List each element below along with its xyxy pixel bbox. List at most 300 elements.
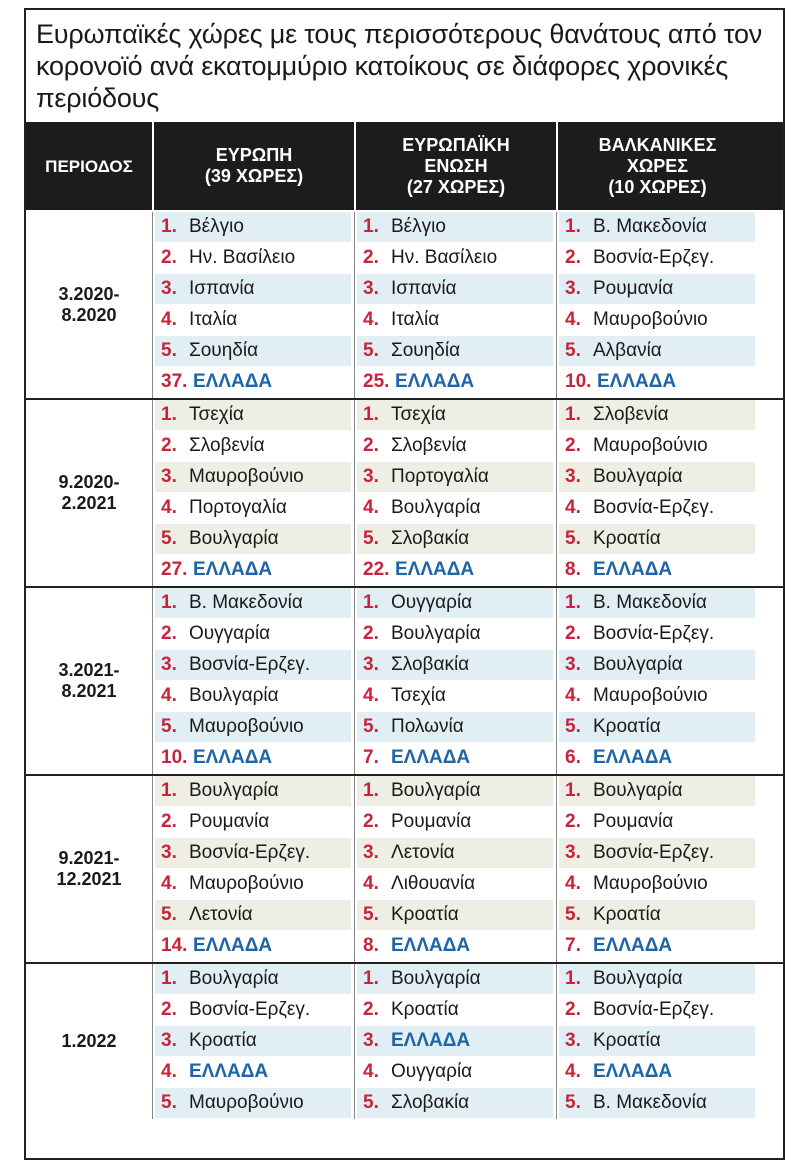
country-name: Βουλγαρία (189, 685, 279, 706)
table-row (357, 588, 553, 619)
rank-number: 3. (565, 842, 581, 863)
country-name: Σλοβενία (391, 435, 467, 456)
table-row (559, 776, 755, 807)
country-name: Β. Μακεδονία (593, 592, 707, 613)
greece-entry: ΕΛΛΑΔΑ (193, 747, 273, 768)
country-name: Βοσνία-Ερζεγ. (593, 842, 715, 863)
rank-number: 5. (565, 716, 581, 737)
table-row (357, 995, 553, 1026)
country-name: Πολωνία (391, 716, 464, 737)
table-row (357, 712, 553, 743)
period-block (26, 774, 783, 962)
table-row (559, 367, 755, 398)
rank-number: 7. (363, 747, 379, 768)
table-row (357, 900, 553, 931)
country-name: Ρουμανία (593, 811, 674, 832)
country-name: Τσεχία (189, 404, 244, 425)
country-name: Μαυροβούνιο (593, 873, 708, 894)
greece-entry: ΕΛΛΑΔΑ (593, 1061, 673, 1082)
rank-number: 10. (565, 371, 592, 392)
rank-number: 3. (161, 278, 177, 299)
table-row (559, 1026, 755, 1057)
rank-number: 4. (565, 685, 581, 706)
table-row (357, 619, 553, 650)
table-row (559, 964, 755, 995)
country-name: Αλβανία (593, 340, 662, 361)
rank-number: 5. (565, 528, 581, 549)
table-row (155, 431, 351, 462)
header-eu: ΕΥΡΩΠΑΪΚΗ ΕΝΩΣΗ (27 ΧΩΡΕΣ) (354, 122, 556, 210)
country-name: Σουηδία (189, 340, 259, 361)
rank-number: 5. (161, 340, 177, 361)
table-row (357, 400, 553, 431)
rank-number: 4. (161, 685, 177, 706)
country-name: Β. Μακεδονία (189, 592, 303, 613)
table-row (155, 274, 351, 305)
rank-number: 2. (565, 811, 581, 832)
country-name: Βοσνία-Ερζεγ. (593, 247, 715, 268)
rank-number: 1. (565, 780, 581, 801)
country-name: Κροατία (593, 904, 661, 925)
column-divider (354, 776, 355, 962)
rank-number: 1. (161, 592, 177, 613)
table-row (357, 1057, 553, 1088)
period-block (26, 962, 783, 1119)
rank-number: 4. (363, 497, 379, 518)
column-divider (556, 964, 557, 1119)
greece-entry: ΕΛΛΑΔΑ (593, 747, 673, 768)
table-row (559, 619, 755, 650)
rank-number: 1. (161, 780, 177, 801)
country-name: Ουγγαρία (189, 623, 271, 644)
table-row (357, 336, 553, 367)
table-row (559, 712, 755, 743)
rank-number: 1. (565, 404, 581, 425)
rank-number: 3. (363, 842, 379, 863)
table-row (357, 964, 553, 995)
country-name: Κροατία (593, 528, 661, 549)
table-row (155, 588, 351, 619)
rank-number: 4. (565, 497, 581, 518)
rank-number: 3. (363, 654, 379, 675)
column-divider (556, 588, 557, 774)
country-name: Λετονία (189, 904, 253, 925)
table-row (155, 650, 351, 681)
table-row (357, 838, 553, 869)
column-eu (354, 964, 556, 1119)
table-row (559, 807, 755, 838)
table-row (357, 367, 553, 398)
table-row (155, 743, 351, 774)
table-row (357, 462, 553, 493)
table-row (357, 524, 553, 555)
table-row (559, 462, 755, 493)
rank-number: 5. (161, 904, 177, 925)
country-name: Λετονία (391, 842, 455, 863)
table-row (155, 869, 351, 900)
column-divider (354, 588, 355, 774)
country-name: Μαυροβούνιο (189, 1092, 304, 1113)
table-row (155, 336, 351, 367)
country-name: Μαυροβούνιο (189, 716, 304, 737)
country-name: Ιταλία (391, 309, 440, 330)
rank-number: 8. (363, 935, 379, 956)
greece-entry: ΕΛΛΑΔΑ (391, 1030, 471, 1051)
greece-entry: ΕΛΛΑΔΑ (593, 559, 673, 580)
rank-number: 5. (161, 1092, 177, 1113)
rank-number: 5. (363, 528, 379, 549)
table-row (559, 900, 755, 931)
country-name: Βουλγαρία (593, 968, 683, 989)
period-label: 3.2021- 8.2021 (58, 660, 120, 701)
header-europe: ΕΥΡΩΠΗ (39 ΧΩΡΕΣ) (152, 122, 354, 210)
column-europe (152, 964, 354, 1119)
rank-number: 3. (363, 1030, 379, 1051)
country-name: Τσεχία (391, 404, 446, 425)
rank-number: 1. (363, 968, 379, 989)
column-divider (354, 964, 355, 1119)
rank-number: 4. (161, 1061, 177, 1082)
country-name: Ουγγαρία (391, 592, 473, 613)
table-row (357, 807, 553, 838)
country-name: Κροατία (391, 999, 459, 1020)
country-name: Βουλγαρία (391, 497, 481, 518)
table-row (155, 555, 351, 586)
country-name: Βέλγιο (391, 216, 446, 237)
country-name: Σουηδία (391, 340, 461, 361)
table-row (559, 838, 755, 869)
rank-number: 3. (161, 654, 177, 675)
country-name: Βουλγαρία (189, 780, 279, 801)
greece-entry: ΕΛΛΑΔΑ (597, 371, 677, 392)
column-divider (556, 400, 557, 586)
country-name: Μαυροβούνιο (189, 466, 304, 487)
rank-number: 4. (161, 497, 177, 518)
table-row (559, 274, 755, 305)
column-divider (354, 212, 355, 398)
country-name: Ιταλία (189, 309, 238, 330)
country-name: Βοσνία-Ερζεγ. (189, 842, 311, 863)
table-row (357, 555, 553, 586)
rank-number: 3. (565, 278, 581, 299)
rank-number: 4. (161, 873, 177, 894)
column-divider (152, 400, 153, 586)
rank-number: 1. (565, 592, 581, 613)
column-balkans (556, 212, 758, 398)
greece-entry: ΕΛΛΑΔΑ (395, 559, 475, 580)
table-row (155, 243, 351, 274)
country-name: Β. Μακεδονία (593, 216, 707, 237)
table-row (357, 681, 553, 712)
rank-number: 3. (565, 654, 581, 675)
table-row (357, 931, 553, 962)
country-name: Λιθουανία (391, 873, 476, 894)
rank-number: 4. (363, 685, 379, 706)
rank-number: 5. (565, 340, 581, 361)
rank-number: 7. (565, 935, 581, 956)
column-eu (354, 776, 556, 962)
table-row (559, 243, 755, 274)
rank-number: 8. (565, 559, 581, 580)
country-name: Ρουμανία (391, 811, 472, 832)
period-block (26, 398, 783, 586)
table-row (559, 555, 755, 586)
greece-entry: ΕΛΛΑΔΑ (391, 747, 471, 768)
table-row (155, 400, 351, 431)
period-label: 1.2022 (61, 1031, 117, 1051)
rank-number: 2. (363, 811, 379, 832)
table-row (559, 212, 755, 243)
table-row (155, 995, 351, 1026)
table-row (559, 336, 755, 367)
rank-number: 3. (161, 466, 177, 487)
rank-number: 3. (363, 466, 379, 487)
table-body (26, 212, 783, 1119)
country-name: Ην. Βασίλειο (391, 247, 498, 268)
table-row (155, 367, 351, 398)
rank-number: 5. (161, 716, 177, 737)
country-name: Βοσνία-Ερζεγ. (593, 497, 715, 518)
country-name: Βοσνία-Ερζεγ. (189, 999, 311, 1020)
period-label: 3.2020- 8.2020 (58, 284, 120, 325)
rank-number: 4. (565, 1061, 581, 1082)
rank-number: 6. (565, 747, 581, 768)
table-row (155, 462, 351, 493)
country-name: Βουλγαρία (593, 654, 683, 675)
table-row (357, 650, 553, 681)
rank-number: 5. (363, 904, 379, 925)
column-europe (152, 588, 354, 774)
table-row (357, 1088, 553, 1119)
column-eu (354, 212, 556, 398)
column-divider (152, 964, 153, 1119)
country-name: Β. Μακεδονία (593, 1092, 707, 1113)
rank-number: 2. (161, 435, 177, 456)
table-row (155, 493, 351, 524)
greece-entry: ΕΛΛΑΔΑ (395, 371, 475, 392)
period-block (26, 212, 783, 398)
rank-number: 2. (565, 435, 581, 456)
rank-number: 4. (363, 309, 379, 330)
rank-number: 2. (565, 999, 581, 1020)
country-name: Πορτογαλία (391, 466, 489, 487)
rank-number: 2. (161, 999, 177, 1020)
country-name: Σλοβενία (593, 404, 669, 425)
table-row (559, 743, 755, 774)
country-name: Σλοβακία (391, 654, 470, 675)
table-row (155, 900, 351, 931)
table-row (357, 869, 553, 900)
rank-number: 27. (161, 559, 188, 580)
greece-entry: ΕΛΛΑΔΑ (193, 371, 273, 392)
table-row (559, 869, 755, 900)
column-divider (152, 776, 153, 962)
table-row (559, 588, 755, 619)
column-divider (152, 212, 153, 398)
rank-number: 2. (565, 623, 581, 644)
rank-number: 4. (363, 873, 379, 894)
country-name: Βουλγαρία (189, 968, 279, 989)
rank-number: 5. (363, 340, 379, 361)
table-row (559, 931, 755, 962)
country-name: Κροατία (189, 1030, 257, 1051)
country-name: Κροατία (593, 1030, 661, 1051)
country-name: Βέλγιο (189, 216, 244, 237)
table-row (357, 743, 553, 774)
country-name: Μαυροβούνιο (593, 309, 708, 330)
rank-number: 2. (161, 247, 177, 268)
country-name: Βουλγαρία (593, 466, 683, 487)
country-name: Κροατία (391, 904, 459, 925)
rank-number: 2. (161, 623, 177, 644)
column-balkans (556, 400, 758, 586)
country-name: Ισπανία (391, 278, 457, 299)
table-row (357, 274, 553, 305)
country-name: Βουλγαρία (391, 623, 481, 644)
country-name: Κροατία (593, 716, 661, 737)
rank-number: 3. (161, 1030, 177, 1051)
period-label: 9.2021- 12.2021 (56, 848, 122, 889)
country-name: Ισπανία (189, 278, 255, 299)
rank-number: 2. (161, 811, 177, 832)
table-row (357, 776, 553, 807)
table-row (559, 1088, 755, 1119)
table-row (357, 305, 553, 336)
rank-number: 1. (363, 780, 379, 801)
country-name: Ρουμανία (189, 811, 270, 832)
country-name: Σλοβακία (391, 1092, 470, 1113)
table-row (559, 650, 755, 681)
country-name: Ρουμανία (593, 278, 674, 299)
rank-number: 37. (161, 371, 188, 392)
table-row (559, 493, 755, 524)
country-name: Σλοβακία (391, 528, 470, 549)
table-row (155, 212, 351, 243)
rank-number: 5. (363, 1092, 379, 1113)
greece-entry: ΕΛΛΑΔΑ (193, 935, 273, 956)
header-period: ΠΕΡΙΟΔΟΣ (45, 156, 133, 176)
rank-number: 2. (363, 435, 379, 456)
table-row (357, 431, 553, 462)
rank-number: 4. (363, 1061, 379, 1082)
table-row (155, 1026, 351, 1057)
rank-number: 1. (565, 968, 581, 989)
rank-number: 5. (565, 904, 581, 925)
column-divider (556, 776, 557, 962)
country-name: Μαυροβούνιο (593, 435, 708, 456)
country-name: Πορτογαλία (189, 497, 287, 518)
rank-number: 5. (565, 1092, 581, 1113)
table-row (155, 619, 351, 650)
column-balkans (556, 776, 758, 962)
table-row (155, 964, 351, 995)
period-label: 9.2020- 2.2021 (58, 472, 120, 513)
column-europe (152, 776, 354, 962)
rank-number: 5. (363, 716, 379, 737)
table-row (155, 1057, 351, 1088)
rank-number: 3. (161, 842, 177, 863)
table-row (559, 400, 755, 431)
column-eu (354, 588, 556, 774)
country-name: Βουλγαρία (391, 968, 481, 989)
greece-entry: ΕΛΛΑΔΑ (189, 1061, 269, 1082)
rank-number: 3. (363, 278, 379, 299)
greece-entry: ΕΛΛΑΔΑ (391, 935, 471, 956)
table-row (357, 1026, 553, 1057)
header-balkans: ΒΑΛΚΑΝΙΚΕΣ ΧΩΡΕΣ (10 ΧΩΡΕΣ) (556, 122, 757, 210)
greece-entry: ΕΛΛΑΔΑ (593, 935, 673, 956)
column-europe (152, 212, 354, 398)
table-row (155, 524, 351, 555)
country-name: Μαυροβούνιο (593, 685, 708, 706)
country-name: Βοσνία-Ερζεγ. (593, 999, 715, 1020)
rank-number: 3. (565, 1030, 581, 1051)
country-name: Μαυροβούνιο (189, 873, 304, 894)
table-row (559, 681, 755, 712)
table-row (155, 681, 351, 712)
rank-number: 2. (565, 247, 581, 268)
column-divider (556, 212, 557, 398)
rank-number: 1. (565, 216, 581, 237)
rank-number: 1. (363, 592, 379, 613)
table-row (559, 305, 755, 336)
table-row (155, 712, 351, 743)
column-divider (354, 400, 355, 586)
rank-number: 22. (363, 559, 390, 580)
country-name: Βοσνία-Ερζεγ. (593, 623, 715, 644)
table-header (26, 122, 783, 210)
rank-number: 1. (161, 216, 177, 237)
rank-number: 25. (363, 371, 390, 392)
column-balkans (556, 588, 758, 774)
table-row (559, 1057, 755, 1088)
rank-number: 14. (161, 935, 188, 956)
table-row (155, 807, 351, 838)
country-name: Ην. Βασίλειο (189, 247, 296, 268)
column-divider (152, 588, 153, 774)
country-name: Βουλγαρία (593, 780, 683, 801)
rank-number: 1. (161, 404, 177, 425)
country-name: Βουλγαρία (391, 780, 481, 801)
table-row (155, 1088, 351, 1119)
rank-number: 4. (161, 309, 177, 330)
table-row (559, 995, 755, 1026)
infographic-title: Ευρωπαϊκές χώρες με τους περισσότερους θανάτους από τον κορονοϊό ανά εκατομμύριο κατοίκους σε διάφορες χρονικές περιόδους (36, 19, 763, 113)
table-row (559, 431, 755, 462)
table-row (559, 524, 755, 555)
rank-number: 2. (363, 247, 379, 268)
table-row (155, 305, 351, 336)
rank-number: 4. (565, 309, 581, 330)
column-eu (354, 400, 556, 586)
country-name: Σλοβενία (189, 435, 265, 456)
rank-number: 4. (565, 873, 581, 894)
table-row (357, 212, 553, 243)
country-name: Ουγγαρία (391, 1061, 473, 1082)
rank-number: 10. (161, 747, 188, 768)
rank-number: 1. (161, 968, 177, 989)
table-row (155, 838, 351, 869)
table-row (155, 931, 351, 962)
rank-number: 1. (363, 404, 379, 425)
rank-number: 3. (565, 466, 581, 487)
country-name: Τσεχία (391, 685, 446, 706)
column-balkans (556, 964, 758, 1119)
period-block (26, 586, 783, 774)
column-europe (152, 400, 354, 586)
table-row (357, 243, 553, 274)
country-name: Βουλγαρία (189, 528, 279, 549)
